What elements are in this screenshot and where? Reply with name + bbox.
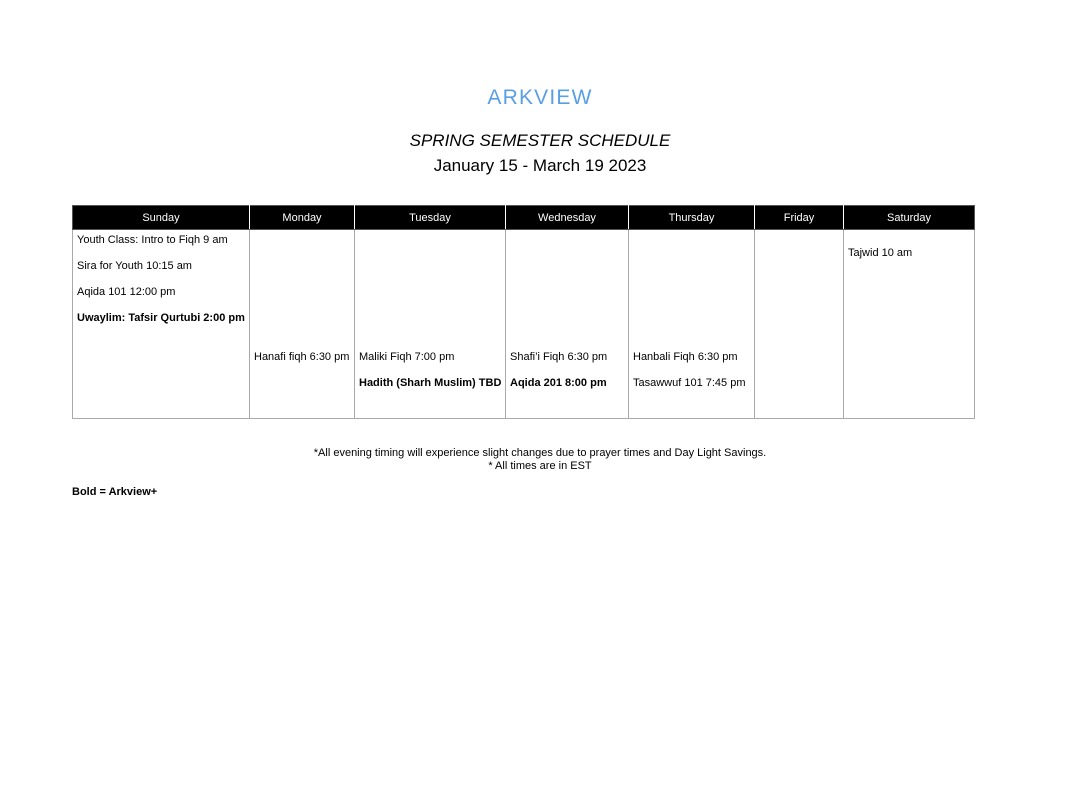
day-cell-tuesday <box>355 230 506 419</box>
day-header-monday: Monday <box>250 206 355 230</box>
class-item-arkview-plus: Hadith (Sharh Muslim) TBD <box>359 377 502 389</box>
day-header-thursday: Thursday <box>629 206 755 230</box>
note-evening-timing: *All evening timing will experience slight changes due to prayer times and Day Light Savings. <box>313 447 767 459</box>
day-cell-saturday <box>844 230 975 419</box>
class-item: Sira for Youth 10:15 am <box>77 260 192 272</box>
class-item: Aqida 101 12:00 pm <box>77 286 176 298</box>
bold-legend: Bold = Arkview+ <box>72 486 158 498</box>
brand-title: ARKVIEW <box>487 86 593 109</box>
class-item-arkview-plus: Aqida 201 8:00 pm <box>510 377 607 389</box>
class-item: Shafi’i Fiqh 6:30 pm <box>510 351 608 363</box>
day-header-wednesday: Wednesday <box>506 206 629 230</box>
day-cell-thursday <box>629 230 755 419</box>
class-item: Youth Class: Intro to Fiqh 9 am <box>77 234 228 246</box>
class-item-arkview-plus: Uwaylim: Tafsir Qurtubi 2:00 pm <box>77 312 245 324</box>
class-item: Hanafi fiqh 6:30 pm <box>254 351 350 363</box>
day-cell-friday <box>755 230 844 419</box>
schedule-subtitle: SPRING SEMESTER SCHEDULE <box>409 131 671 150</box>
schedule-table <box>72 205 975 419</box>
date-range: January 15 - March 19 2023 <box>433 156 647 175</box>
class-item: Tasawwuf 101 7:45 pm <box>633 377 746 389</box>
class-item: Tajwid 10 am <box>848 247 913 259</box>
schedule-header-row <box>73 206 975 230</box>
schedule-notes <box>0 447 1080 473</box>
day-cell-monday <box>250 230 355 419</box>
class-item: Maliki Fiqh 7:00 pm <box>359 351 455 363</box>
day-header-sunday: Sunday <box>73 206 250 230</box>
day-header-tuesday: Tuesday <box>355 206 506 230</box>
note-timezone: * All times are in EST <box>488 460 592 472</box>
schedule-body-row <box>73 230 975 419</box>
day-cell-wednesday <box>506 230 629 419</box>
day-header-saturday: Saturday <box>844 206 975 230</box>
class-item: Hanbali Fiqh 6:30 pm <box>633 351 738 363</box>
day-cell-sunday <box>73 230 250 419</box>
day-header-friday: Friday <box>755 206 844 230</box>
